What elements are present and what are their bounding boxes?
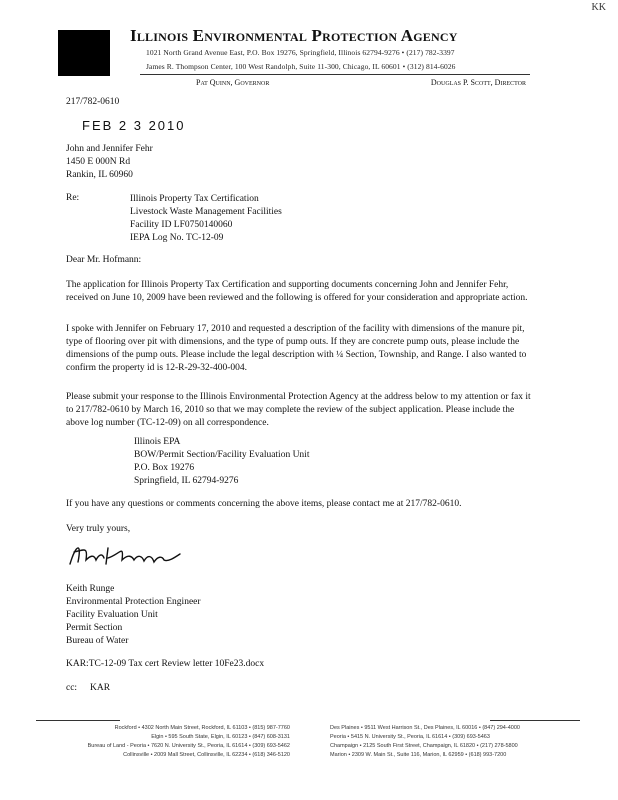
- officials-line: [196, 78, 526, 87]
- footer-office: Collinsville • 2009 Mall Street, Collinsville, IL 62234 • (618) 346-5120: [123, 752, 290, 758]
- return-address-line-2: BOW/Permit Section/Facility Evaluation Unit: [134, 450, 310, 460]
- signer-section: Permit Section: [66, 623, 123, 633]
- recipient-street: 1450 E 000N Rd: [66, 157, 131, 167]
- signer-name: Keith Runge: [66, 584, 115, 594]
- return-address-line-4: Springfield, IL 62794-9276: [134, 476, 239, 486]
- recipient-name: John and Jennifer Fehr: [66, 144, 153, 154]
- governor-name: Pat Quinn, Governor: [196, 78, 270, 87]
- agency-address-line-1: 1021 North Grand Avenue East, P.O. Box 19276, Springfield, Illinois 62794-9276 • (217) 782-3397: [146, 48, 455, 57]
- footer-office: Bureau of Land - Peoria • 7620 N. University St., Peoria, IL 61614 • (309) 693-5462: [87, 743, 290, 749]
- agency-address-line-2: James R. Thompson Center, 100 West Randolph, Suite 11-300, Chicago, IL 60601 • (312) 814-6026: [146, 62, 456, 71]
- closing: Very truly yours,: [66, 524, 131, 534]
- paragraph-4: If you have any questions or comments concerning the above items, please contact me at 217/782-0610.: [66, 499, 462, 509]
- handwritten-signature: [64, 534, 194, 574]
- letterhead-rule: [140, 74, 530, 75]
- footer-rule-right: [490, 720, 580, 721]
- footer-office: Rockford • 4302 North Main Street, Rockford, IL 61103 • (815) 987-7760: [114, 725, 290, 731]
- director-name: Douglas P. Scott, Director: [430, 78, 526, 87]
- return-address-line-3: P.O. Box 19276: [134, 463, 195, 473]
- signer-bureau: Bureau of Water: [66, 636, 129, 646]
- signer-title: Environmental Protection Engineer: [66, 597, 201, 607]
- re-label: Re:: [66, 193, 80, 203]
- cc-label: cc:: [66, 683, 78, 693]
- file-reference: KAR:TC-12-09 Tax cert Review letter 10Fe23.docx: [66, 659, 265, 669]
- footer-office: Peoria • 5415 N. University St., Peoria, IL 61614 • (309) 693-5463: [330, 734, 490, 740]
- re-facility-id: Facility ID LF0750140060: [130, 220, 233, 230]
- paragraph-1: The application for Illinois Property Tax Certification and supporting documents concerning John and Jennifer Fehr, received on June 10, 2009 have been reviewed and the following is offered for your consideration and appropriate action.: [66, 280, 528, 303]
- agency-name: Illinois Environmental Protection Agency: [130, 26, 458, 45]
- footer-office: Des Plaines • 9511 West Harrison St., Des Plaines, IL 60016 • (847) 294-4000: [330, 725, 520, 731]
- footer-offices-right: [330, 724, 570, 760]
- signer-unit: Facility Evaluation Unit: [66, 610, 158, 620]
- paragraph-3: Please submit your response to the Illinois Environmental Protection Agency at the address below to my attention or fax it to 217/782-0610 by March 16, 2010 so that we may complete the review of the subject application. Please include the above log number (TC-12-09) on all correspondence.: [66, 392, 531, 428]
- phone-reference: 217/782-0610: [66, 97, 120, 107]
- corner-mark: KK: [591, 2, 606, 13]
- recipient-city: Rankin, IL 60960: [66, 170, 133, 180]
- footer-offices-left: [40, 724, 290, 760]
- footer-office: Elgin • 595 South State, Elgin, IL 60123 • (847) 608-3131: [151, 734, 290, 740]
- footer-rule-left: [36, 720, 120, 721]
- date-stamp: FEB 2 3 2010: [82, 118, 186, 133]
- footer-office: Champaign • 2125 South First Street, Champaign, IL 61820 • (217) 278-5800: [330, 743, 518, 749]
- footer-office: Marion • 2309 W. Main St., Suite 116, Marion, IL 62959 • (618) 993-7200: [330, 752, 507, 758]
- salutation: Dear Mr. Hofmann:: [66, 255, 142, 265]
- cc-value: KAR: [90, 683, 111, 693]
- re-subject-2: Livestock Waste Management Facilities: [130, 207, 282, 217]
- agency-logo: [58, 30, 110, 76]
- paragraph-2: I spoke with Jennifer on February 17, 2010 and requested a description of the facility with dimensions of the manure pit, type of flooring over pit with dimensions, and the type of pump outs. If they are concrete pump outs, please include the dimensions of the pump outs. Please include the legal description with ¼ Section, Township, and Range. I also wanted to confirm the property id is 12-R-29-32-400-004.: [66, 324, 527, 373]
- return-address-line-1: Illinois EPA: [134, 437, 181, 447]
- re-log-number: IEPA Log No. TC-12-09: [130, 233, 224, 243]
- re-subject-1: Illinois Property Tax Certification: [130, 194, 259, 204]
